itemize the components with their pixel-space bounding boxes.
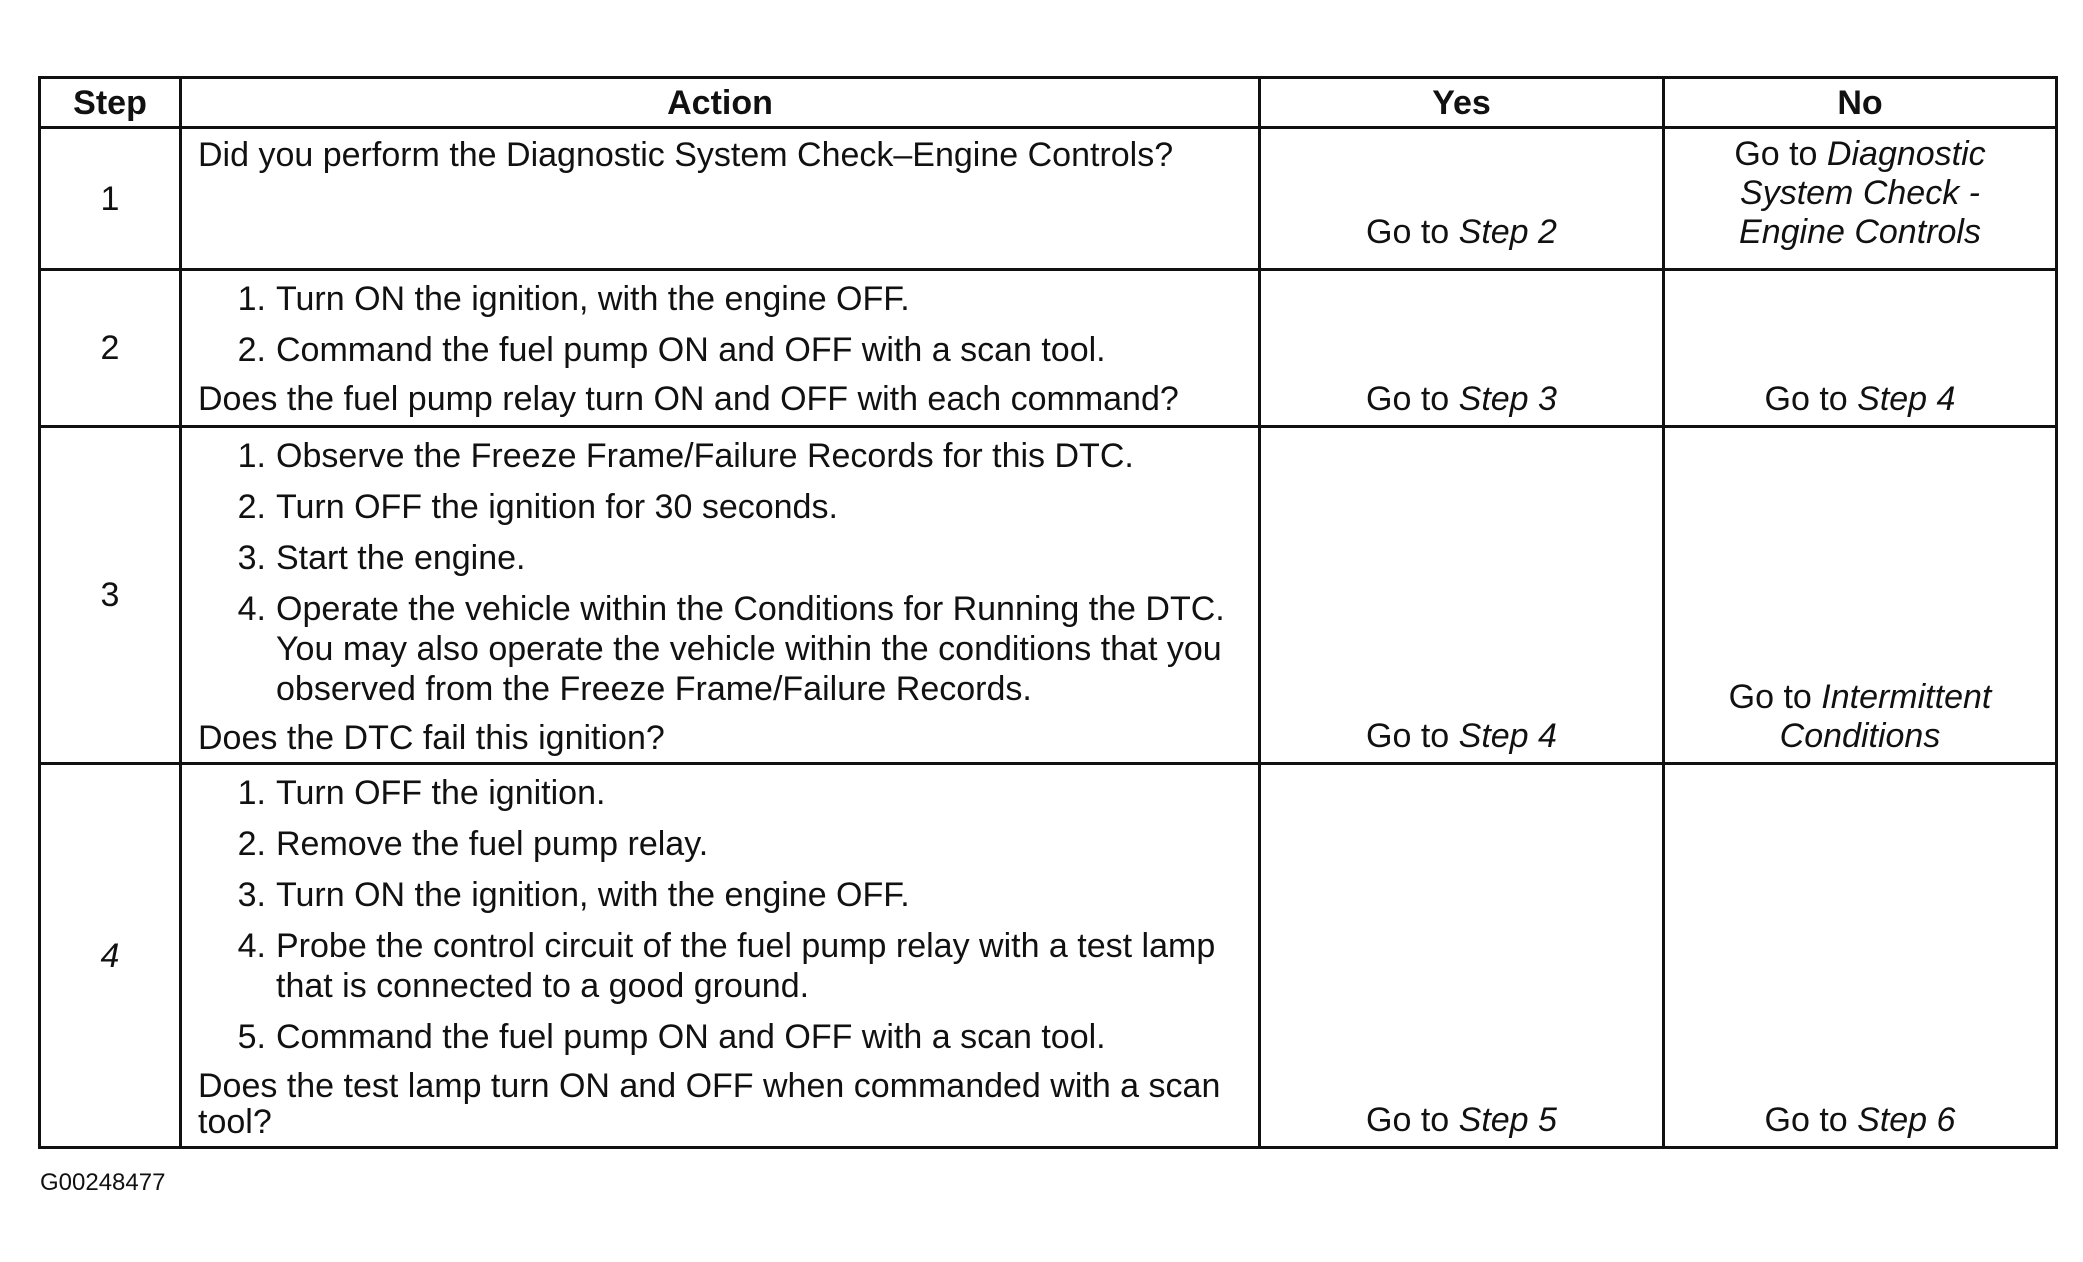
header-no: No: [1664, 78, 2057, 128]
yes-cell: [1260, 427, 1664, 764]
yes-cell: [1260, 764, 1664, 1148]
figure-id: G00248477: [40, 1169, 166, 1196]
step-number: 2: [40, 270, 181, 427]
no-cell: [1664, 764, 2057, 1148]
list-item: 3. Turn ON the ignition, with the engine OFF.: [237, 876, 910, 914]
list-item: 2. Remove the fuel pump relay.: [237, 825, 709, 863]
step-number: 4: [40, 764, 181, 1148]
list-item: 1. Turn OFF the ignition.: [237, 774, 606, 812]
list-item: 4. Operate the vehicle within the Conditions for Running the DTC. You may also operate the vehicle within the conditions that you observed from the Freeze Frame/Failure Records.: [237, 590, 1225, 708]
sub-step-list: [198, 773, 1246, 1057]
yes-prefix: Go to: [1366, 380, 1459, 418]
step-question: Did you perform the Diagnostic System Check–Engine Controls?: [198, 136, 1174, 174]
action-cell: [181, 427, 1260, 764]
no-target-link[interactable]: Step 6: [1857, 1101, 1956, 1139]
list-item: 3. Start the engine.: [237, 539, 526, 577]
table-row: [40, 427, 2057, 764]
list-item: 4. Probe the control circuit of the fuel pump relay with a test lamp that is connected to a good ground.: [237, 927, 1216, 1005]
table-row: [40, 128, 2057, 270]
table-row: [40, 270, 2057, 427]
yes-target-link[interactable]: Step 3: [1458, 380, 1557, 418]
no-prefix: Go to: [1728, 678, 1822, 716]
header-yes: Yes: [1260, 78, 1664, 128]
no-target-link[interactable]: Intermittent Conditions: [1779, 678, 1992, 755]
no-target-link[interactable]: Step 4: [1857, 380, 1956, 418]
list-item: 5. Command the fuel pump ON and OFF with a scan tool.: [237, 1018, 1106, 1056]
no-prefix: Go to: [1734, 135, 1827, 173]
header-row: [40, 78, 2057, 128]
step-question: Does the DTC fail this ignition?: [198, 719, 665, 757]
header-step: Step: [40, 78, 181, 128]
sub-step-list: [198, 279, 1246, 370]
yes-target-link[interactable]: Step 2: [1458, 213, 1557, 251]
no-prefix: Go to: [1764, 380, 1858, 418]
yes-target-link[interactable]: Step 4: [1458, 717, 1557, 755]
yes-cell: [1260, 270, 1664, 427]
list-item: 2. Turn OFF the ignition for 30 seconds.: [237, 488, 838, 526]
yes-cell: [1260, 128, 1664, 270]
no-cell: [1664, 128, 2057, 270]
action-cell: [181, 764, 1260, 1148]
header-action: Action: [181, 78, 1260, 128]
step-number: 3: [40, 427, 181, 764]
action-cell: [181, 270, 1260, 427]
diagnostic-table: [38, 76, 2058, 1149]
step-question: Does the fuel pump relay turn ON and OFF with each command?: [198, 380, 1179, 418]
step-question: Does the test lamp turn ON and OFF when commanded with a scan tool?: [198, 1067, 1221, 1141]
list-item: 2. Command the fuel pump ON and OFF with a scan tool.: [237, 331, 1106, 369]
step-number: 1: [40, 128, 181, 270]
list-item: 1. Turn ON the ignition, with the engine OFF.: [237, 280, 910, 318]
action-cell: [181, 128, 1260, 270]
yes-prefix: Go to: [1366, 213, 1459, 251]
no-cell: [1664, 270, 2057, 427]
no-cell: [1664, 427, 2057, 764]
list-item: 1. Observe the Freeze Frame/Failure Records for this DTC.: [237, 437, 1134, 475]
no-prefix: Go to: [1764, 1101, 1858, 1139]
yes-target-link[interactable]: Step 5: [1458, 1101, 1557, 1139]
table-row: [40, 764, 2057, 1148]
sub-step-list: [198, 436, 1246, 709]
yes-prefix: Go to: [1366, 717, 1459, 755]
no-target-link[interactable]: Diagnostic System Check - Engine Controls: [1739, 135, 1986, 251]
yes-prefix: Go to: [1366, 1101, 1459, 1139]
